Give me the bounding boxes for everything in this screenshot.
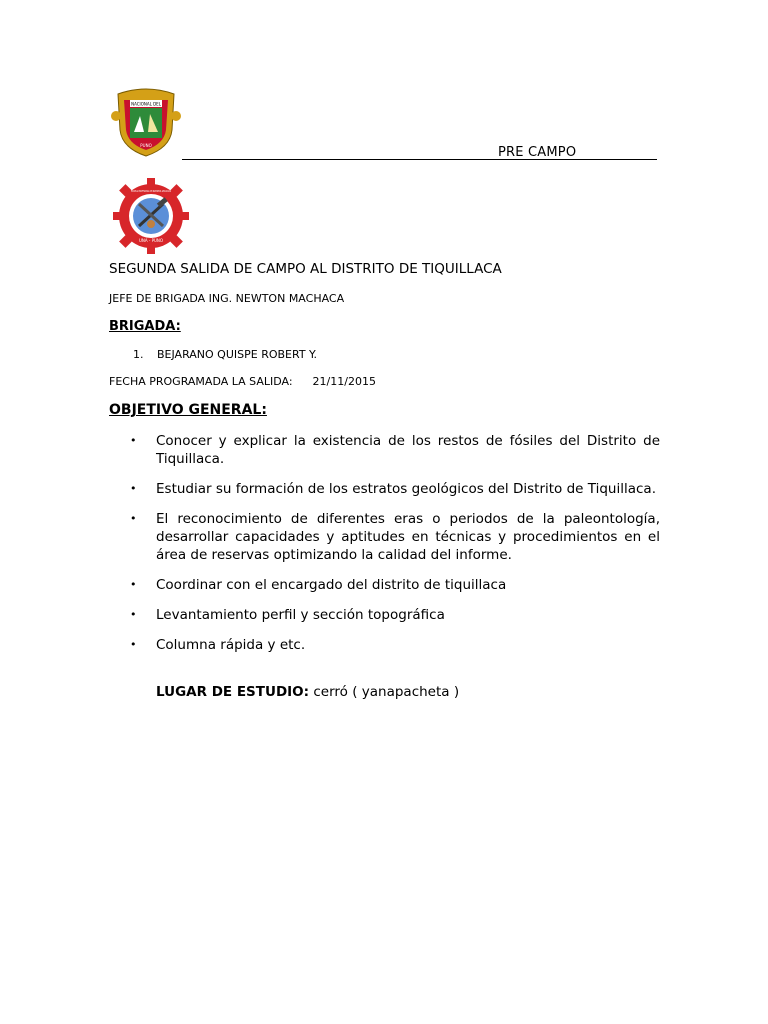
list-item bbox=[130, 636, 660, 654]
list-item-text: El reconocimiento de diferentes eras o periodos de la paleontología, desarrollar capacidades y aptitudes en técnicas y procedimientos en el área de reservas optimizando la calidad del informe. bbox=[156, 511, 660, 563]
fecha-label: FECHA PROGRAMADA LA SALIDA: bbox=[109, 375, 293, 388]
list-item-text: Columna rápida y etc. bbox=[156, 637, 306, 653]
crest-text-bottom: PUNO bbox=[140, 143, 152, 148]
list-item bbox=[130, 606, 660, 624]
university-crest-logo bbox=[110, 86, 182, 158]
list-item-text: Estudiar su formación de los estratos geológicos del Distrito de Tiquillaca. bbox=[156, 481, 656, 497]
header-pre-campo: PRE CAMPO bbox=[498, 145, 577, 160]
lugar-value: cerró ( yanapacheta ) bbox=[309, 684, 460, 700]
fecha-value: 21/11/2015 bbox=[312, 375, 376, 388]
objetivo-heading: OBJETIVO GENERAL: bbox=[109, 402, 267, 418]
gear-text-bottom: UNA - PUNO bbox=[138, 238, 164, 243]
bullet-icon: • bbox=[130, 578, 137, 591]
lugar-label: LUGAR DE ESTUDIO: bbox=[156, 684, 310, 700]
document-title: SEGUNDA SALIDA DE CAMPO AL DISTRITO DE TIQUILLACA bbox=[109, 261, 502, 277]
member-name: BEJARANO QUISPE ROBERT Y. bbox=[157, 348, 318, 361]
jefe-brigada bbox=[109, 292, 344, 305]
crest-text-top: NACIONAL DEL bbox=[131, 101, 161, 107]
bullet-icon: • bbox=[130, 638, 137, 651]
bullet-icon: • bbox=[130, 482, 137, 495]
list-item-text: Levantamiento perfil y sección topográfica bbox=[156, 607, 445, 623]
list-item bbox=[130, 510, 660, 564]
list-item bbox=[130, 576, 660, 594]
list-item bbox=[130, 480, 660, 498]
gear-text-ring: ESCUELA PROFESIONAL DE INGENIERIA GEOLOGICA bbox=[131, 189, 172, 193]
bullet-icon: • bbox=[130, 512, 137, 525]
brigada-label: BRIGADA: bbox=[109, 319, 181, 334]
list-item-text: Conocer y explicar la existencia de los restos de fósiles del Distrito de Tiquillaca. bbox=[156, 433, 660, 467]
jefe-text: JEFE DE BRIGADA ING. NEWTON MACHACA bbox=[109, 292, 345, 305]
geology-school-gear-logo bbox=[113, 178, 189, 254]
list-item bbox=[130, 432, 660, 468]
brigada-member bbox=[133, 348, 317, 361]
objetivo-list bbox=[130, 432, 660, 666]
bullet-icon: • bbox=[130, 608, 137, 621]
list-item-text: Coordinar con el encargado del distrito de tiquillaca bbox=[156, 577, 507, 593]
fecha-programada bbox=[109, 375, 376, 388]
bullet-icon: • bbox=[130, 434, 137, 447]
header-underline bbox=[182, 159, 657, 160]
lugar-de-estudio bbox=[156, 684, 459, 700]
member-number: 1. bbox=[133, 348, 144, 361]
